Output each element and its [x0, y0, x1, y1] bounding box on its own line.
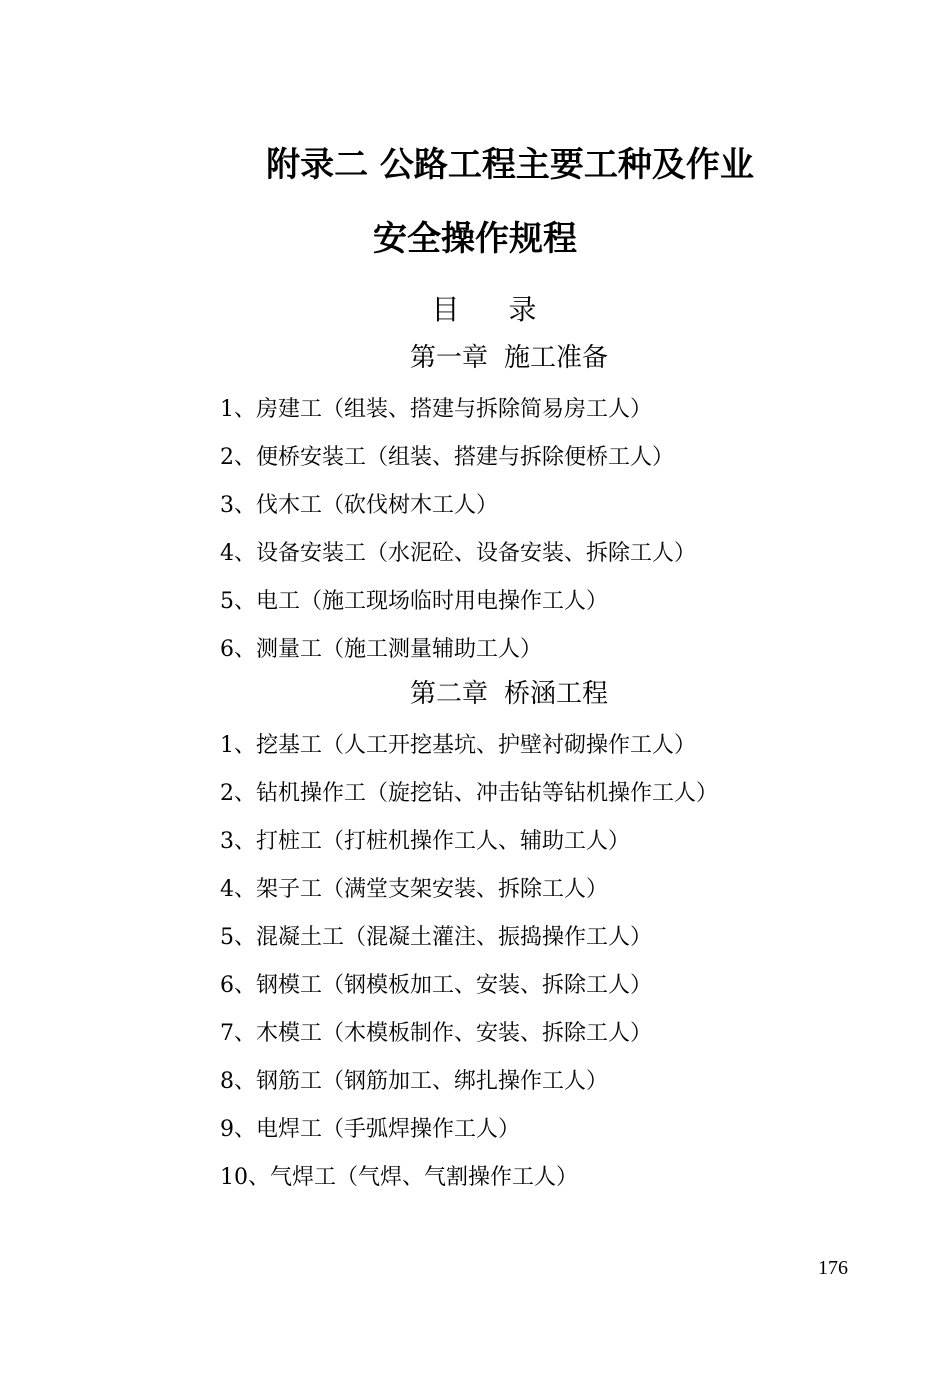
toc-entry: 5、混凝土工（混凝土灌注、振捣操作工人） — [220, 925, 652, 950]
toc-entry: 6、钢模工（钢模板加工、安装、拆除工人） — [220, 973, 652, 998]
toc-heading: 目 录 — [431, 293, 557, 326]
toc-entry: 2、钻机操作工（旋挖钻、冲击钻等钻机操作工人） — [220, 781, 718, 806]
toc-entry: 9、电焊工（手弧焊操作工人） — [220, 1117, 520, 1142]
chapter-1-heading — [0, 341, 950, 375]
chapter-1-name: 施工准备 — [504, 343, 609, 373]
toc-entry: 3、打桩工（打桩机操作工人、辅助工人） — [220, 829, 630, 854]
chapter-1-number: 第一章 — [409, 343, 488, 373]
chapter-2-name: 桥涵工程 — [504, 679, 609, 709]
toc-entry: 1、挖基工（人工开挖基坑、护壁衬砌操作工人） — [220, 733, 696, 758]
chapter-2-heading — [0, 677, 950, 711]
appendix-title-line-1: 附录二 公路工程主要工种及作业 — [266, 145, 754, 185]
toc-entry: 5、电工（施工现场临时用电操作工人） — [220, 589, 608, 614]
toc-entry: 3、伐木工（砍伐树木工人） — [220, 493, 498, 518]
page-number: 176 — [818, 1257, 848, 1279]
toc-entry: 7、木模工（木模板制作、安装、拆除工人） — [220, 1021, 652, 1046]
appendix-title-line-2: 安全操作规程 — [373, 219, 577, 259]
toc-entry: 8、钢筋工（钢筋加工、绑扎操作工人） — [220, 1069, 608, 1094]
toc-entry: 4、设备安装工（水泥砼、设备安装、拆除工人） — [220, 541, 696, 566]
toc-entry: 10、气焊工（气焊、气割操作工人） — [220, 1165, 578, 1190]
toc-entry: 1、房建工（组装、搭建与拆除简易房工人） — [220, 397, 652, 422]
toc-entry: 2、便桥安装工（组装、搭建与拆除便桥工人） — [220, 445, 674, 470]
toc-entry: 6、测量工（施工测量辅助工人） — [220, 637, 542, 662]
toc-entry: 4、架子工（满堂支架安装、拆除工人） — [220, 877, 608, 902]
chapter-2-number: 第二章 — [409, 679, 488, 709]
